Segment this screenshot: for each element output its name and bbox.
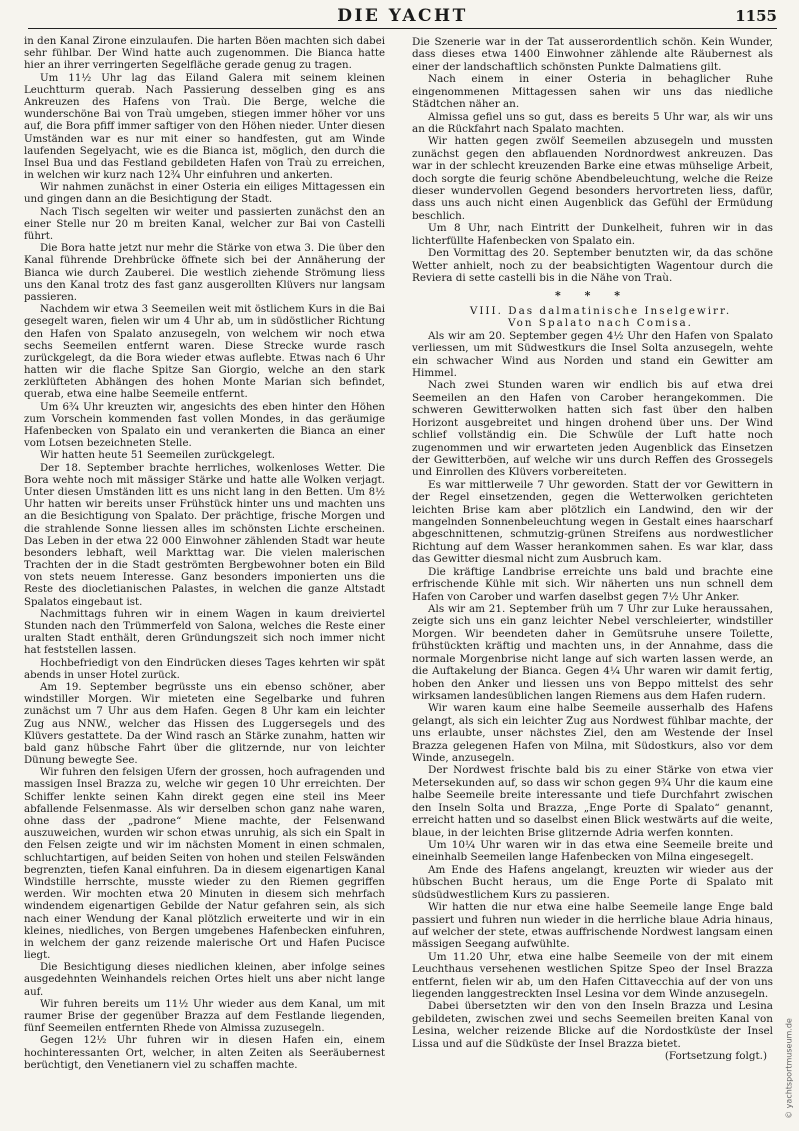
section-separator-stars: * * * <box>555 289 630 303</box>
page-number: 1155 <box>735 7 777 25</box>
paragraph: Der 18. September brachte herrliches, wolkenloses Wetter. Die Bora wehte noch mit mässiger Stärke und hatte alle Wolken verjagt. Unter diesen Umständen litt es uns nicht lang in den Betten. Um 8½ Uhr hatten wir bereits unser Frühstück hinter uns und machten uns an die Besichtigung von Spalato. Der prächtige, frische Morgen und die strahlende Sonne liessen alles im schönsten Lichte erscheinen. Das Leben in der etwa 22 000 Einwohner zählenden Stadt war heute besonders lebhaft, weil Markttag war. Die vielen malerischen Trachten der in die Stadt geströmten Bergbewohner boten ein Bild von stets neuem Interesse. Ganz besonders imponierten uns die Reste des diocletianischen Palastes, in welchen die ganze Altstadt Spalatos eingebaut ist. <box>24 462 385 608</box>
paragraph: Die Szenerie war in der Tat ausserordentlich schön. Kein Wunder, dass dieses etwa 1400 Einwohner zählende alte Räubernest als einer der landschaftlich schönsten Punkte Dalmatiens gilt. <box>412 36 773 73</box>
paragraph: Die Bora hatte jetzt nur mehr die Stärke von etwa 3. Die über den Kanal führende Drehbrücke öffnete sich bei der Annäherung der Bianca wie durch Zauberei. Die westlich ziehende Strömung liess uns den Kanal trotz des fast ganz ausgerollten Klüvers nur langsam passieren. <box>24 243 385 303</box>
paragraph: Als wir am 21. September früh um 7 Uhr zur Luke heraussahen, zeigte sich uns ein ganz leichter Nebel verschleierter, windstiller Morgen. Wir beendeten daher in Gemütsruhe unsere Toilette, frühstückten kräftig und machten uns, in der Annahme, dass die normale Morgenbrise nicht lange auf sich warten lassen werde, an die Auftakelung der Bianca. Gegen 4¼ Uhr waren wir damit fertig, hoben den Anker und liessen uns von Beppo mittelst des sehr wirksamen landesüblichen langen Riemens aus dem Hafen rudern. <box>412 602 773 702</box>
left-column <box>24 36 385 1098</box>
paragraph: Nachmittags fuhren wir in einem Wagen in kaum dreiviertel Stunden nach den Trümmerfeld von Salona, welches die Reste einer uralten Stadt enthält, deren Gründungszeit sich noch immer nicht hat feststellen lassen. <box>24 608 385 657</box>
watermark <box>783 1018 795 1119</box>
paragraph: Um 6¾ Uhr kreuzten wir, angesichts des eben hinter den Höhen zum Vorschein kommenden fast vollen Mondes, in das geräumige Hafenbecken von Spalato ein und verankerten die Bianca an einer vom Lotsen bezeichneten Stelle. <box>24 401 385 450</box>
paragraph: Um 10¼ Uhr waren wir in das etwa eine Seemeile breite und eineinhalb Seemeilen lange Hafenbecken von Milna eingesegelt. <box>412 839 773 864</box>
paragraph: Gegen 12½ Uhr fuhren wir in diesen Hafen ein, einem hochinteressanten Ort, welcher, in alten Zeiten als Seeräubernest berüchtigt, den Venetianern viel zu schaffen machte. <box>24 1035 385 1071</box>
paragraph: Die Besichtigung dieses niedlichen kleinen, aber infolge seines ausgedehnten Weinhandels reichen Ortes hielt uns aber nicht lange auf. <box>24 962 385 998</box>
paragraph: Dabei übersetzten wir den von den Inseln Brazza und Lesina gebildeten, zwischen zwei und sechs Seemeilen breiten Kanal von Lesina, welcher reizende Blicke auf die Nordostküste der Insel Lissa und auf die Südküste der Insel Brazza bietet. <box>412 1000 773 1050</box>
paragraph: Wir hatten gegen zwölf Seemeilen abzusegeln und mussten zunächst gegen den abflauenden Nordnordwest ankreuzen. Das war in der schlecht kreuzenden Barke eine etwas mühselige Arbeit, doch sorgte die feurig schöne Abendbeleuchtung, welche die Reize dieser wundervollen Gegend besonders hervortreten liess, dafür, dass uns auch nicht einen Augenblick das Gefühl der Ermüdung beschlich. <box>412 135 773 222</box>
watermark-text: © yachtsportmuseum.de <box>784 1018 794 1119</box>
section-title: VIII. Das dalmatinische Inselgewirr. <box>469 304 732 317</box>
paragraph: Wir hatten heute 51 Seemeilen zurückgelegt. <box>40 450 276 462</box>
right-column <box>412 36 773 1098</box>
paragraph: Am 19. September begrüsste uns ein ebenso schöner, aber windstiller Morgen. Wir mieteten eine Segelbarke und fuhren zunächst um 7 Uhr aus dem Hafen. Gegen 8 Uhr kam ein leichter Zug aus NNW., welcher das Hissen des Luggersegels und des Klüvers gestattete. Da der Wind rasch an Stärke zunahm, hatten wir bald ganz hübsche Fahrt über die glitzernde, nur von leichter Dünung bewegte See. <box>24 681 385 767</box>
paragraph: Der Nordwest frischte bald bis zu einer Stärke von etwa vier Metersekunden auf, so dass wir schon gegen 9¾ Uhr die kaum eine halbe Seemeile breite interessante und tiefe Durchfahrt zwischen den Inseln Solta und Brazza, „Enge Porte di Spalato“ genannt, erreicht hatten und so daselbst einen Blick westwärts auf die weite, blaue, in der leichten Brise glitzernde Adria werfen konnten. <box>412 764 773 839</box>
paragraph: Nach Tisch segelten wir weiter und passierten zunächst den an einer Stelle nur 20 m breiten Kanal, welcher zur Bai von Castelli führt. <box>24 206 385 242</box>
paragraph: Wir hatten die nur etwa eine halbe Seemeile lange Enge bald passiert und fuhren nun wieder in die herrliche blaue Adria hinaus, auf welcher der stete, etwas auffrischende Nordwest langsam einen mässigen Seegang aufwühlte. <box>412 901 773 951</box>
paragraph: Wir fuhren den felsigen Ufern der grossen, hoch aufragenden und massigen Insel Brazza zu, welche wir gegen 10 Uhr erreichten. Der Schiffer lenkte seinen Kahn direkt gegen eine steil ins Meer abfallende Felsenmasse. Als wir derselben schon ganz nahe waren, ohne dass der „padrone“ Miene machte, der Felsenwand auszuweichen, wurden wir schon etwas unruhig, als sich ein Spalt in den Felsen zeigte und wir im nächsten Moment in einen schmalen, schluchtartigen, auf beiden Seiten von hohen und steilen Felswänden begrenzten, tiefen Kanal einfuhren. Da in diesem eigenartigen Kanal Windstille herrschte, musste wieder zu den Riemen gegriffen werden. Wir mochten etwa 20 Minuten in diesem sich mehrfach windendem eigenartigen Gebilde der Natur gefahren sein, als sich nach einer Wendung der Kanal plötzlich erweiterte und wir in ein kleines, niedliches, von Bergen umgebenes Hafenbecken einfuhren, in welchem der ganz reizende malerische Ort und Hafen Pucisce liegt. <box>24 767 385 962</box>
paragraph: Als wir am 20. September gegen 4½ Uhr den Hafen von Spalato verliessen, um mit Südwestkurs die Insel Solta anzusegeln, wehte ein schwacher Wind aus Norden und stand ein Gewitter am Himmel. <box>412 329 773 379</box>
paragraph: Um 11.20 Uhr, etwa eine halbe Seemeile von der mit einem Leuchthaus versehenen westlichen Spitze Speo der Insel Brazza entfernt, fielen wir ab, um den Hafen Cittavecchia auf der von uns liegenden langgestreckten Insel Lesina vor dem Winde anzusegeln. <box>412 950 773 1001</box>
paragraph: Um 8 Uhr, nach Eintritt der Dunkelheit, fuhren wir in das lichterfüllte Hafenbecken von Spalato ein. <box>412 222 773 247</box>
paragraph: Die kräftige Landbrise erreichte uns bald und brachte eine erfrischende Kühle mit sich. Wir näherten uns nun schnell dem Hafen von Carober und warfen daselbst gegen 7½ Uhr Anker. <box>412 565 773 603</box>
paragraph: Wir fuhren bereits um 11½ Uhr wieder aus dem Kanal, um mit raumer Brise der gegenüber Brazza auf dem Festlande liegenden, fünf Seemeilen entfernten Rhede von Almissa zuzusegeln. <box>24 998 385 1035</box>
paragraph: Nachdem wir etwa 3 Seemeilen weit mit östlichem Kurs in die Bai gesegelt waren, fielen wir um 4 Uhr ab, um in südöstlicher Richtung den Hafen von Spalato anzusegeln, von welchem wir noch etwa sechs Seemeilen entfernt waren. Diese Strecke wurde rasch zurückgelegt, da die Bora wieder etwas auflebte. Etwas nach 6 Uhr hatten wir die flache Spitze San Giorgio, welche an den stark zerklüfteten Abhängen des hohen Monte Marian sich befindet, querab, etwa eine halbe Seemeile entfernt. <box>24 304 385 401</box>
section-subtitle: Von Spalato nach Comisa. <box>508 317 693 330</box>
paragraph: Nach einem in einer Osteria in behaglicher Ruhe eingenommenen Mittagessen sahen wir uns das niedliche Städtchen näher an. <box>412 73 773 111</box>
paragraph: Um 11½ Uhr lag das Eiland Galera mit seinem kleinen Leuchtturm querab. Nach Passierung desselben ging es ans Ankreuzen des Hafens von Traù. Die Berge, welche die wunderschöne Bai von Traù umgeben, stiegen immer höher vor uns auf, die Bora pfiff immer saftiger von den Höhen nieder. Unter diesen Umständen war es nur mit einer so handfesten, gut am Winde laufenden Segelyacht, wie es die Bianca ist, möglich, den durch die Insel Bua und das Festland gebildeten Hafen von Traù zu erreichen, in welchen wir kurz nach 12¾ Uhr einfuhren und ankerten. <box>24 72 385 182</box>
page-header <box>28 6 777 29</box>
paragraph: Am Ende des Hafens angelangt, kreuzten wir wieder aus der hübschen Bucht heraus, um die Enge Porte di Spalato mit südsüdwestlichem Kurs zu passieren. <box>412 863 773 901</box>
continuation-note: (Fortsetzung folgt.) <box>664 1050 767 1063</box>
paragraph: Den Vormittag des 20. September benutzten wir, da das schöne Wetter anhielt, noch zu der beabsichtigten Wagentour durch die Reviera di sette castelli bis in die Nähe von Traù. <box>412 247 773 285</box>
paragraph: Wir waren kaum eine halbe Seemeile ausserhalb des Hafens gelangt, als sich ein leichter Zug aus Nordwest fühlbar machte, der uns erlaubte, unser nächstes Ziel, den am Westende der Insel Brazza gelegenen Hafen von Milna, mit Südostkurs, also vor dem Winde, anzusegeln. <box>412 702 773 765</box>
paragraph: Almissa gefiel uns so gut, dass es bereits 5 Uhr war, als wir uns an die Rückfahrt nach Spalato machten. <box>412 110 773 135</box>
paragraph: Wir nahmen zunächst in einer Osteria ein eiliges Mittagessen ein und gingen dann an die Besichtigung der Stadt. <box>24 182 385 206</box>
paragraph: Es war mittlerweile 7 Uhr geworden. Statt der vor Gewittern in der Regel einsetzenden, gegen die Wetterwolken gerichteten leichten Brise kam aber plötzlich ein Landwind, den wir der mangelnden Sonnenbeleuchtung wegen in Gestalt eines haarscharf abgeschnittenen, schmutzig-grünen Streifens aus nordwestlicher Richtung auf dem Wasser herankommen sahen. Es war klar, dass das Gewitter diesmal nicht zum Ausbruch kam. <box>412 478 773 566</box>
paragraph: in den Kanal Zirone einzulaufen. Die harten Böen machten sich dabei sehr fühlbar. Der Wind hatte auch zugenommen. Die Bianca hatte hier an ihrer verringerten Segelfläche gerade genug zu tragen. <box>24 36 385 72</box>
paragraph: Hochbefriedigt von den Eindrücken dieses Tages kehrten wir spät abends in unser Hotel zurück. <box>24 657 385 681</box>
magazine-title: DIE YACHT <box>337 6 468 26</box>
right-column-bottom-text <box>412 330 773 1050</box>
right-column-top-text <box>412 36 773 284</box>
paragraph: Nach zwei Stunden waren wir endlich bis auf etwa drei Seemeilen an den Hafen von Carober herangekommen. Die schweren Gewitterwolken hatten sich fast über den halben Horizont ausgebreitet und hingen drohend über uns. Der Wind schlief vollständig ein. Die Schwüle der Luft hatte noch zugenommen und wir erwarteten jeden Augenblick das Einsetzen der Gewitterböen, auf welche wir uns durch Reffen des Grossegels und Einrollen des Klüvers vorbereiteten. <box>412 379 773 479</box>
